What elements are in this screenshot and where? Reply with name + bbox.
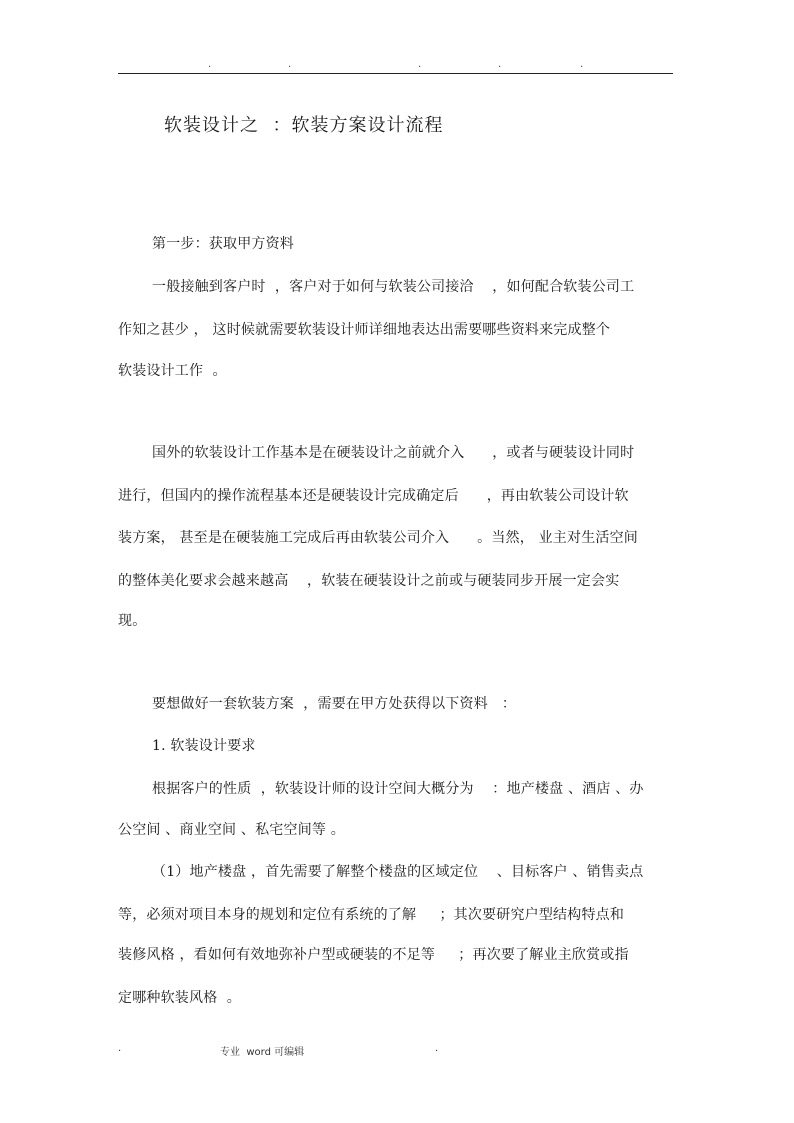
- paragraph-line: 装方案， 甚至是在硬装施工完成后再由软装公司介入 。当然， 业主对生活空间: [118, 530, 638, 546]
- paragraph-line: 进行，但国内的操作流程基本还是硬装设计完成确定后 ，再由软装公司设计软: [118, 488, 629, 504]
- paragraph-line: 根据客户的性质 ，软装设计师的设计空间大概分为 ：地产楼盘 、酒店 、办: [152, 781, 644, 797]
- header-dot: .: [580, 59, 584, 70]
- paragraph-line: 一般接触到客户时 ，客户对于如何与软装公司接洽 ，如何配合软装公司工: [152, 279, 635, 295]
- header-dot: .: [498, 59, 502, 70]
- header-dot: .: [288, 59, 292, 70]
- paragraph-line: 软装设计工作 。: [118, 363, 227, 379]
- paragraph-line: 的整体美化要求会越来越高 ，软装在硬装设计之前或与硬装同步开展一定会实: [118, 573, 620, 589]
- footer-dot: .: [118, 1043, 122, 1054]
- section-heading: 第一步：获取甲方资料: [152, 236, 294, 252]
- paragraph-line: （1）地产楼盘 ，首先需要了解整个楼盘的区域定位 、目标客户 、销售卖点: [152, 864, 644, 880]
- paragraph-line: 装修风格 ，看如何有效地弥补户型或硬装的不足等 ；再次要了解业主欣赏或指: [118, 947, 629, 963]
- header-dots: [118, 60, 673, 72]
- paragraph-line: 公空间 、商业空间 、私宅空间等 。: [118, 822, 345, 838]
- paragraph-line: 定哪种软装风格 。: [118, 990, 241, 1006]
- header-dot: .: [418, 59, 422, 70]
- footer-text: 专业 word 可编辑: [220, 1047, 305, 1058]
- paragraph-line: 现。: [118, 613, 147, 629]
- paragraph-line: 国外的软装设计工作基本是在硬装设计之前就介入 ，或者与硬装设计同时: [152, 445, 635, 461]
- footer-dot: .: [435, 1043, 439, 1054]
- paragraph-line: 作知之甚少 ， 这时候就需要软装设计师详细地表达出需要哪些资料来完成整个: [118, 322, 611, 338]
- paragraph-line: 要想做好一套软装方案 ，需要在甲方处获得以下资料 ：: [152, 696, 517, 712]
- header-dot: .: [208, 59, 212, 70]
- document-title: 软装设计之 ：软装方案设计流程: [164, 115, 444, 136]
- paragraph-line: 等，必须对项目本身的规划和定位有系统的了解 ；其次要研究户型结构特点和: [118, 907, 625, 923]
- header-rule: [118, 73, 673, 74]
- page-footer: [118, 1043, 673, 1059]
- item-heading: 1. 软装设计要求: [152, 738, 256, 754]
